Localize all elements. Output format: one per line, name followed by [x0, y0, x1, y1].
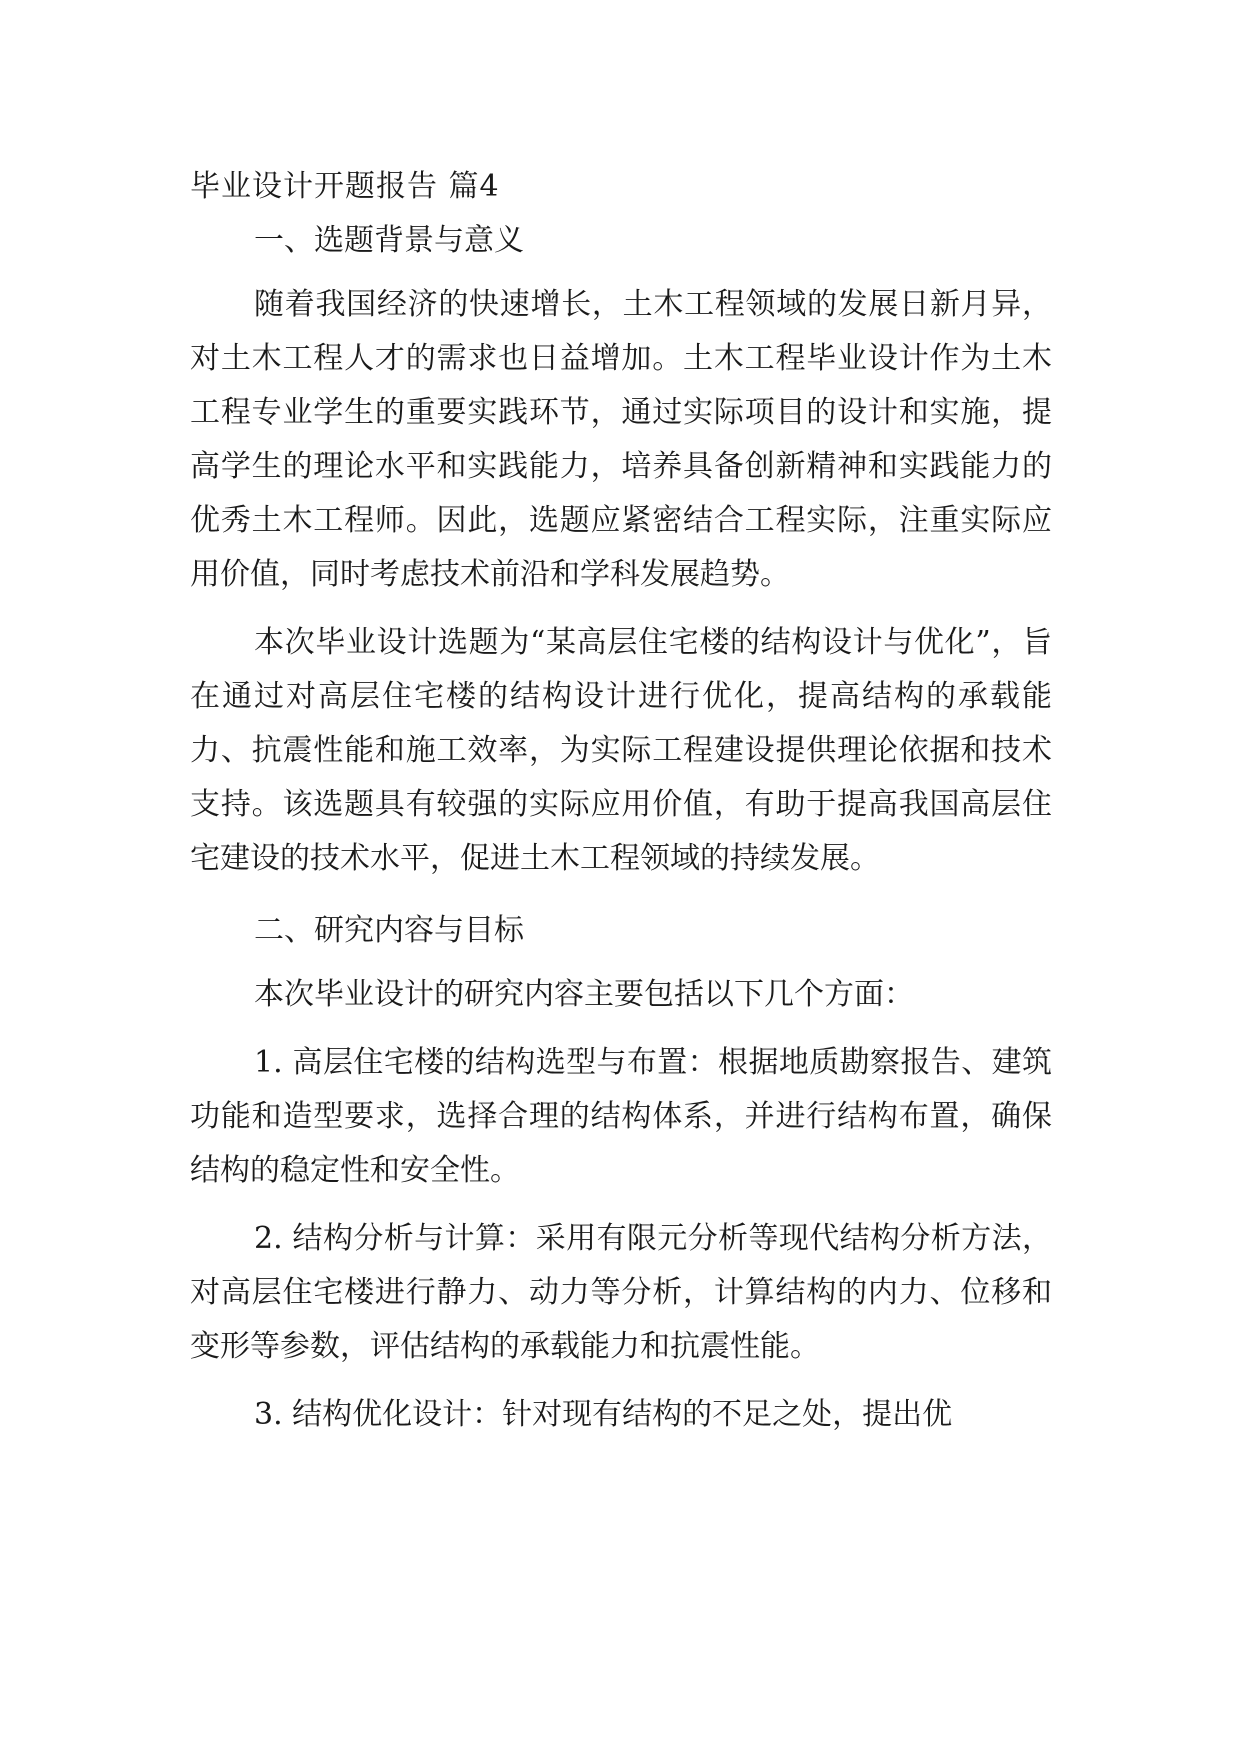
section1-paragraph-2: 本次毕业设计选题为“某高层住宅楼的结构设计与优化”，旨在通过对高层住宅楼的结构设计进行优化，提高结构的承载能力、抗震性能和施工效率，为实际工程建设提供理论依据和技术支持。该选题具有较强的实际应用价值，有助于提高我国高层住宅建设的技术水平，促进土木工程领域的持续发展。 [190, 625, 1052, 876]
document-title: 毕业设计开题报告 篇4 [190, 169, 500, 204]
section2-intro: 本次毕业设计的研究内容主要包括以下几个方面： [254, 977, 914, 1012]
section2-heading: 二、研究内容与目标 [254, 913, 524, 948]
section2-item-3: 3. 结构优化设计：针对现有结构的不足之处，提出优 [254, 1397, 953, 1432]
document-page [190, 160, 1052, 1442]
section1-heading: 一、选题背景与意义 [254, 223, 524, 258]
section2-item-1: 1. 高层住宅楼的结构选型与布置：根据地质勘察报告、建筑功能和造型要求，选择合理的结构体系，并进行结构布置，确保结构的稳定性和安全性。 [190, 1045, 1052, 1188]
section2-item-2: 2. 结构分析与计算：采用有限元分析等现代结构分析方法，对高层住宅楼进行静力、动力等分析，计算结构的内力、位移和变形等参数，评估结构的承载能力和抗震性能。 [190, 1221, 1052, 1364]
section1-paragraph-1: 随着我国经济的快速增长，土木工程领域的发展日新月异，对土木工程人才的需求也日益增加。土木工程毕业设计作为土木工程专业学生的重要实践环节，通过实际项目的设计和实施，提高学生的理论水平和实践能力，培养具备创新精神和实践能力的优秀土木工程师。因此，选题应紧密结合工程实际，注重实际应用价值，同时考虑技术前沿和学科发展趋势。 [190, 287, 1052, 592]
